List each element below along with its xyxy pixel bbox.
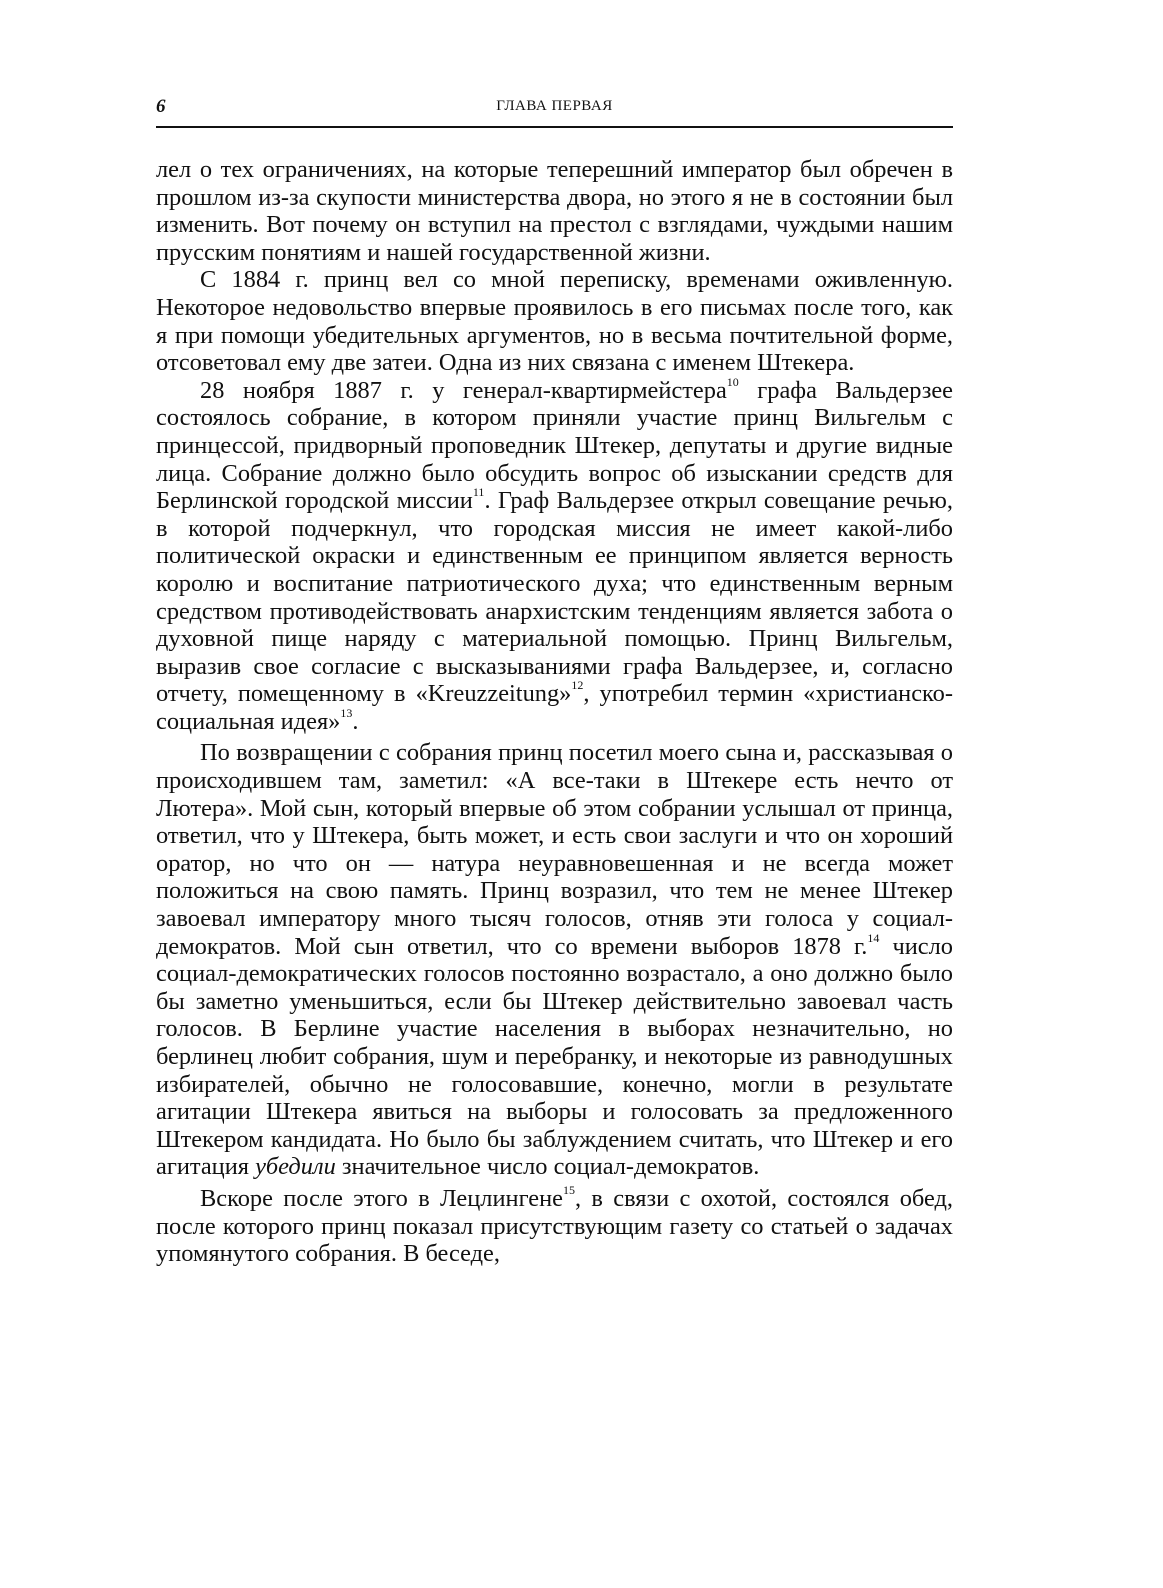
paragraph-1: [156, 156, 953, 266]
paragraph-4: [156, 739, 953, 1181]
paragraph-3-text-4: , употребил термин «христианско-социальная идея»: [156, 680, 953, 735]
header-rule: [156, 126, 953, 128]
running-title: ГЛАВА ПЕРВАЯ: [496, 98, 613, 114]
paragraph-2: [156, 266, 953, 376]
paragraph-3-text-3: . Граф Вальдерзее открыл совещание речью, в которой подчеркнул, что городская миссия не имеет какой-либо политической окраски и единственным ее принципом является верность королю и воспитание патриотического духа; что единственным верным средством противодействовать анархистским тенденциям является забота о духовной пище наряду с материальной помощью. Принц Вильгельм, выразив свое согласие с высказываниями графа Вальдерзее, и, согласно отчету, помещенному в «Kreuzzeitung»: [156, 487, 953, 708]
paragraph-5-text-2: , в связи с охотой, состоялся обед, после которого принц показал присутствующим газету со статьей о задачах упомянутого собрания. В беседе,: [156, 1184, 953, 1268]
footnote-ref-14: 14: [867, 930, 880, 945]
paragraph-3-text-1: 28 ноября 1887 г. у генерал-квартирмейстера: [200, 376, 727, 404]
paragraph-5: [156, 1182, 953, 1268]
footnote-ref-13: 13: [340, 705, 353, 720]
footnote-ref-10: 10: [726, 374, 739, 389]
paragraph-3-text-2: графа Вальдерзее состоялось собрание, в котором приняли участие принц Вильгельм с принцессой, придворный проповедник Штекер, депутаты и другие видные лица. Собрание должно было обсудить вопрос об изыскании средств для Берлинской городской миссии: [156, 376, 954, 515]
page-header: [156, 96, 953, 126]
italic-word: убедили: [255, 1153, 336, 1181]
paragraph-5-text-1: Вскоре после этого в Лецлингене: [200, 1184, 563, 1212]
paragraph-4-text-3: значительное число социал-демократов.: [335, 1153, 760, 1181]
page-number: 6: [156, 96, 166, 117]
paragraph-2-text: С 1884 г. принц вел со мной переписку, временами оживленную. Некоторое недовольство впервые проявилось в его письмах после того, как я при помощи убедительных аргументов, но в весьма почтительной форме, отсоветовал ему две затеи. Одна из них связана с именем Штекера.: [156, 266, 953, 377]
paragraph-4-text-2: число социал-демократических голосов постоянно возрастало, а оно должно было бы заметно уменьшиться, если бы Штекер действительно завоевал часть голосов. В Берлине участие населения в выборах незначительно, но берлинец любит собрания, шум и перебранку, и некоторые из равнодушных избирателей, обычно не голосовавшие, конечно, могли в результате агитации Штекера явиться на выборы и голосовать за предложенного Штекером кандидата. Но было бы заблуждением считать, что Штекер и его агитация: [156, 932, 953, 1181]
footnote-ref-11: 11: [472, 485, 485, 500]
paragraph-3: [156, 374, 954, 736]
footnote-ref-12: 12: [571, 678, 584, 693]
paragraph-4-text-1: По возвращении с собрания принц посетил моего сына и, рассказывая о происходившем там, заметил: «А все-таки в Штекере есть нечто от Лютера». Мой сын, который впервые об этом собрании услышал от принца, ответил, что у Штекера, быть может, и есть свои заслуги и что он хороший оратор, но что он — натура неуравновешенная и не всегда может положиться на свою память. Принц возразил, что тем не менее Штекер завоевал императору много тысяч голосов, отняв эти голоса у социал-демократов. Мой сын ответил, что со времени выборов 1878 г.: [156, 739, 953, 960]
footnote-ref-15: 15: [562, 1182, 575, 1197]
body-text: [156, 156, 953, 1268]
paragraph-1-text: лел о тех ограничениях, на которые теперешний император был обречен в прошлом из-за скупости министерства двора, но этого я не в состоянии был изменить. Вот почему он вступил на престол с взглядами, чуждыми нашим прусским понятиям и нашей государственной жизни.: [156, 156, 953, 266]
paragraph-3-text-5: .: [352, 707, 359, 735]
